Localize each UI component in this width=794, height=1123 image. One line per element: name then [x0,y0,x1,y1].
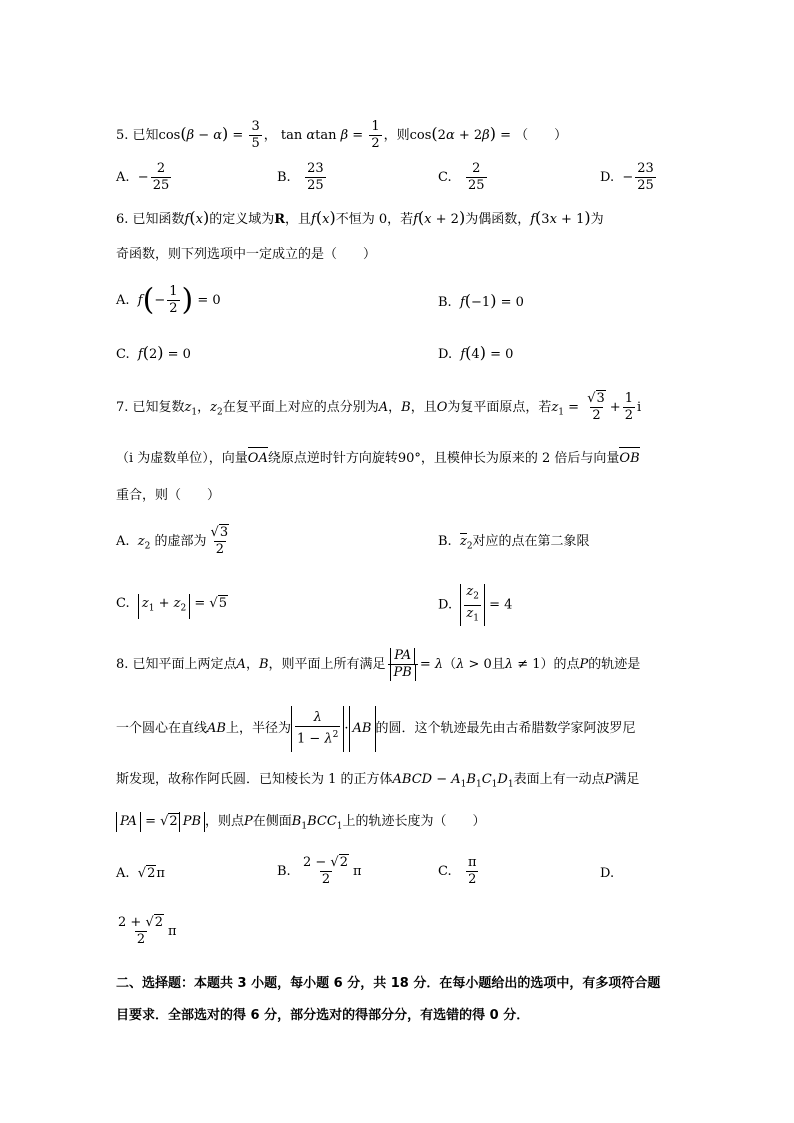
q8-option-c[interactable]: C. $\frac{\pi}{2}$ [438,855,477,887]
q7-option-c[interactable]: C. $z_1 + z_2 = √5$ [116,594,228,619]
q6-option-a[interactable]: A. f(− $\frac{1}{2}$ ) = 0 [116,282,221,318]
q7-stem-line2: （i 为虚数单位），向量OA绕原点逆时针方向旋转90°，且模伸长为原来的 2 倍后与向量OB [116,449,640,469]
q8-option-b[interactable]: B. $\frac{2 - √2}{2}$ π [277,855,362,887]
q5-option-b[interactable]: B. $\frac{23}{25}$ [277,161,324,193]
q6-stem-line2: 奇函数，则下列选项中一定成立的是（ ） [116,247,377,262]
q7-option-a[interactable]: A. $z_2$ 的虚部为 $\frac{√3}{2}$ [116,525,229,557]
q8-stem-line1: 8. 已知平面上两定点A，B，则平面上所有满足 $\frac{PA}{PB}$ = λ（λ > 0且λ ≠ 1）的点P的轨迹是 [116,648,641,680]
section2-heading-line1: 二、选择题：本题共 3 小题，每小题 6 分，共 18 分．在每小题给出的选项中，有多项符合题 [116,976,661,991]
q5-option-c[interactable]: C. $\frac{2}{25}$ [438,161,485,193]
q5-stem: 5. 已知cos(β − α) = $\frac{3}{5}$ ， tan αtan β = $\frac{1}{2}$ ，则cos(2α + 2β) = （ ） [116,119,568,151]
q8-option-d-value[interactable]: $\frac{2 + √2}{2}$ π [118,915,177,947]
q8-stem-line2: 一个圆心在直线AB上，半径为 $\frac{\lambda}{1 - \lambda^2}$ · AB 的圆．这个轨迹最先由古希腊数学家阿波罗尼 [116,706,636,752]
q6-stem-line1: 6. 已知函数f(x)的定义域为R，且f(x)不恒为 0，若f(x + 2)为偶函数，f(3x + 1)为 [116,208,604,227]
q7-option-d[interactable]: D. $\frac{z_2}{z_1}$ = 4 [438,584,512,626]
q6-option-b[interactable]: B. f(−1) = 0 [438,291,524,310]
q8-stem-line3: 斯发现，故称作阿氏圆．已知棱长为 1 的正方体ABCD − $A_1B_1C_1D_1$表面上有一动点P满足 [116,772,640,790]
q6-option-d[interactable]: D. f(4) = 0 [438,343,514,362]
q7-stem-line1: 7. 已知复数$z_1$，$z_2$在复平面上对应的点分别为A，B，且O为复平面原点，若$z_1$ = $\frac{√3}{2}$ + $\frac{1}{2}$ i [116,391,642,423]
q8-option-d-label[interactable]: D. [600,866,615,881]
q8-stem-line4: PA = √2 PB ，则点P在侧面$B_1BCC_1$上的轨迹长度为（ ） [116,812,486,837]
q7-stem-line3: 重合，则（ ） [116,488,221,503]
q5-option-d[interactable]: D. − $\frac{23}{25}$ [600,161,654,193]
q6-option-c[interactable]: C. f(2) = 0 [116,343,191,362]
section2-heading-line2: 目要求．全部选对的得 6 分，部分选对的得部分分，有选错的得 0 分． [116,1008,530,1023]
q5-option-a[interactable]: A. − $\frac{2}{25}$ [116,161,170,193]
q8-option-a[interactable]: A. √2π [116,866,165,881]
q7-option-b[interactable]: B. $z_2$对应的点在第二象限 [438,534,590,552]
